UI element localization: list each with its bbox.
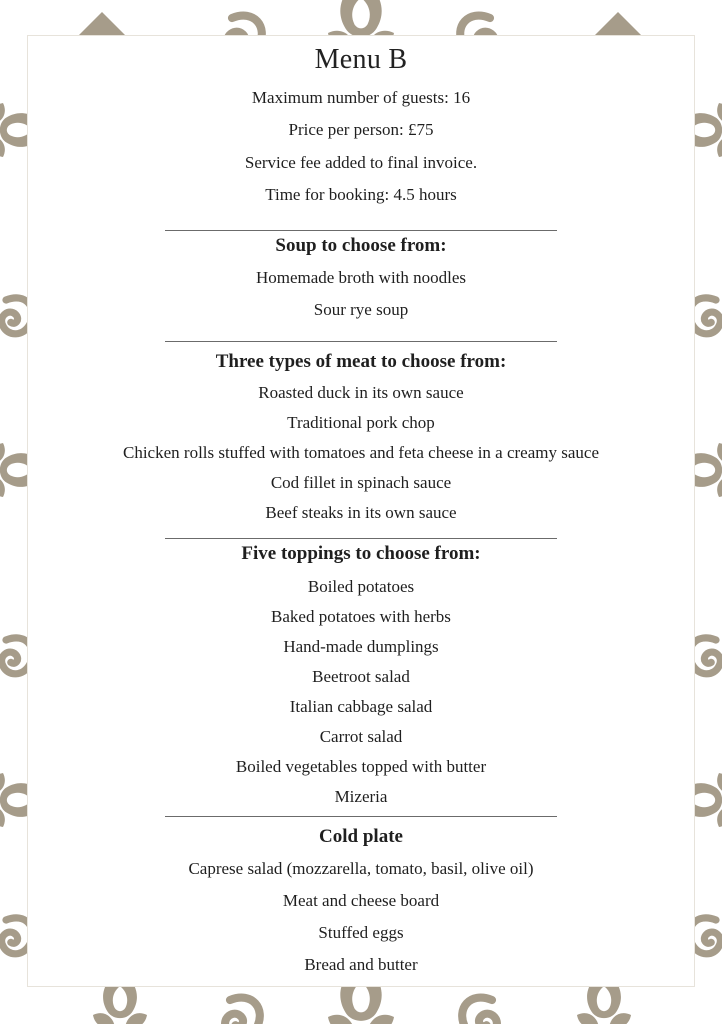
service-fee-text: Service fee added to final invoice.	[244, 153, 478, 172]
booking-time-text: Time for booking: 4.5 hours	[265, 185, 457, 204]
topping-item: Boiled potatoes	[307, 577, 415, 596]
topping-item: Italian cabbage salad	[289, 697, 433, 716]
soup-item: Sour rye soup	[313, 300, 409, 319]
section-divider	[165, 816, 557, 817]
cold-plate-item: Meat and cheese board	[282, 891, 440, 910]
topping-item: Hand-made dumplings	[283, 637, 439, 656]
topping-item: Boiled vegetables topped with butter	[235, 757, 487, 776]
toppings-heading: Five toppings to choose from:	[241, 543, 481, 564]
section-divider	[165, 230, 557, 231]
topping-item: Mizeria	[334, 787, 388, 806]
soup-item: Homemade broth with noodles	[255, 268, 467, 287]
menu-title: Menu B	[314, 44, 408, 75]
topping-item: Baked potatoes with herbs	[271, 607, 451, 626]
meat-item: Traditional pork chop	[287, 413, 435, 432]
topping-item: Carrot salad	[319, 727, 403, 746]
soup-heading: Soup to choose from:	[275, 235, 447, 256]
cold-plate-item: Bread and butter	[304, 955, 418, 974]
meat-item: Chicken rolls stuffed with tomatoes and feta cheese in a creamy sauce	[123, 443, 599, 462]
section-divider	[165, 538, 557, 539]
section-divider	[165, 341, 557, 342]
meat-item: Roasted duck in its own sauce	[258, 383, 464, 402]
topping-item: Beetroot salad	[312, 667, 410, 686]
meat-item: Beef steaks in its own sauce	[265, 503, 457, 522]
cold-plate-item: Caprese salad (mozzarella, tomato, basil, olive oil)	[188, 859, 534, 878]
meat-heading: Three types of meat to choose from:	[215, 351, 507, 372]
cold-plate-item: Stuffed eggs	[318, 923, 404, 942]
cold-plate-heading: Cold plate	[319, 826, 403, 847]
price-text: Price per person: £75	[288, 120, 434, 139]
max-guests-text: Maximum number of guests: 16	[251, 88, 471, 107]
meat-item: Cod fillet in spinach sauce	[270, 473, 452, 492]
